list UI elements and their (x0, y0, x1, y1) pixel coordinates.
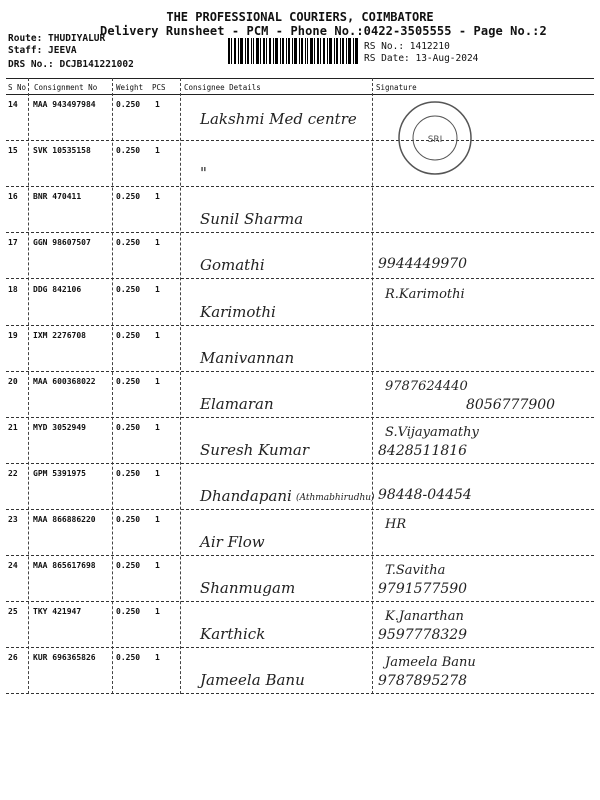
row-signature: K.Janarthan (385, 609, 464, 624)
row-consignment-no: SVK 10535158 (33, 146, 91, 155)
row-consignment-no: MAA 865617698 (33, 561, 96, 570)
table-header-rule (6, 94, 594, 95)
col-header-sno: S No (8, 83, 27, 92)
row-weight: 0.250 (116, 423, 141, 432)
table-top-rule (6, 78, 594, 79)
row-weight: 0.250 (116, 377, 141, 386)
row-pcs: 1 (155, 192, 160, 201)
row-sno: 17 (8, 238, 18, 247)
row-divider (6, 693, 594, 694)
row-weight: 0.250 (116, 515, 141, 524)
row-weight: 0.250 (116, 331, 141, 340)
row-sno: 16 (8, 192, 18, 201)
row-consignee-note: (Athmabhirudhu) (296, 493, 375, 503)
row-consignee: Karthick (200, 625, 266, 643)
row-consignment-no: GPM 5391975 (33, 469, 86, 478)
row-consignee: Shanmugam (200, 579, 296, 597)
row-divider (6, 325, 594, 326)
row-divider (6, 417, 594, 418)
row-weight: 0.250 (116, 100, 141, 109)
row-sno: 18 (8, 285, 18, 294)
row-sno: 25 (8, 607, 18, 616)
row-divider (6, 232, 594, 233)
row-pcs: 1 (155, 285, 160, 294)
row-consignee: Karimothi (200, 303, 276, 321)
row-phone: 8428511816 (378, 443, 468, 459)
row-pcs: 1 (155, 377, 160, 386)
row-consignment-no: MAA 600368022 (33, 377, 96, 386)
row-divider (6, 463, 594, 464)
row-divider (6, 186, 594, 187)
row-signature: 9787624440 (385, 379, 468, 394)
row-pcs: 1 (155, 653, 160, 662)
row-sno: 21 (8, 423, 18, 432)
drs-number: DRS No.: DCJB141221002 (8, 59, 134, 70)
row-divider (6, 647, 594, 648)
row-consignment-no: KUR 696365826 (33, 653, 96, 662)
svg-text:SRI: SRI (427, 135, 443, 145)
rs-number: RS No.: 1412210 (364, 41, 450, 52)
row-divider (6, 601, 594, 602)
row-phone: 9787895278 (378, 673, 468, 689)
row-sno: 15 (8, 146, 18, 155)
row-sno: 14 (8, 100, 18, 109)
row-phone: 9791577590 (378, 581, 468, 597)
row-consignment-no: MAA 943497984 (33, 100, 96, 109)
row-consignment-no: IXM 2276708 (33, 331, 86, 340)
row-divider (6, 278, 594, 279)
row-weight: 0.250 (116, 653, 141, 662)
row-divider (6, 555, 594, 556)
row-divider (6, 140, 594, 141)
row-consignee: Jameela Banu (200, 671, 305, 689)
row-pcs: 1 (155, 515, 160, 524)
staff-label: Staff: JEEVA (8, 45, 77, 56)
row-weight: 0.250 (116, 285, 141, 294)
row-sno: 23 (8, 515, 18, 524)
row-sno: 22 (8, 469, 18, 478)
row-consignment-no: BNR 470411 (33, 192, 82, 201)
runsheet-subtitle: Delivery Runsheet - PCM - Phone No.:0422-3505555 - Page No.:2 (100, 24, 547, 38)
row-divider (6, 371, 594, 372)
row-phone: 9597778329 (378, 627, 468, 643)
row-sno: 20 (8, 377, 18, 386)
row-divider (6, 509, 594, 510)
row-pcs: 1 (155, 561, 160, 570)
row-consignment-no: DDG 842106 (33, 285, 82, 294)
row-consignee: Elamaran (200, 395, 274, 413)
row-consignee: Air Flow (200, 533, 265, 551)
row-pcs: 1 (155, 607, 160, 616)
col-header-pcs: PCS (152, 83, 166, 92)
row-weight: 0.250 (116, 469, 141, 478)
row-consignment-no: GGN 98607507 (33, 238, 91, 247)
col-header-weight: Weight (116, 83, 144, 92)
row-sno: 24 (8, 561, 18, 570)
row-phone: 98448-04454 (378, 487, 472, 503)
row-signature: R.Karimothi (385, 287, 465, 302)
row-pcs: 1 (155, 100, 160, 109)
row-weight: 0.250 (116, 146, 141, 155)
row-consignee: Dhandapani (200, 487, 292, 505)
row-consignee: Suresh Kumar (200, 441, 309, 459)
row-signature: S.Vijayamathy (385, 425, 479, 440)
row-pcs: 1 (155, 146, 160, 155)
col-header-consignment: Consignment No (34, 83, 98, 92)
col-header-signature: Signature (376, 83, 417, 92)
row-phone: 9944449970 (378, 256, 468, 272)
row-sno: 26 (8, 653, 18, 662)
col-header-consignee: Consignee Details (184, 83, 261, 92)
row-pcs: 1 (155, 469, 160, 478)
row-consignee: Gomathi (200, 256, 265, 274)
row-consignee: " (200, 164, 207, 182)
row-weight: 0.250 (116, 192, 141, 201)
clinic-stamp-seal (395, 98, 475, 178)
row-consignment-no: MAA 866886220 (33, 515, 96, 524)
row-weight: 0.250 (116, 607, 141, 616)
barcode-image (228, 38, 358, 64)
row-consignee: Sunil Sharma (200, 210, 304, 228)
row-pcs: 1 (155, 423, 160, 432)
company-title: THE PROFESSIONAL COURIERS, COIMBATORE (166, 10, 434, 24)
route-label: Route: THUDIYALUR (8, 33, 106, 44)
row-pcs: 1 (155, 331, 160, 340)
row-consignment-no: MYD 3052949 (33, 423, 86, 432)
row-signature: HR (385, 517, 407, 532)
row-signature: Jameela Banu (385, 655, 476, 670)
rs-date: RS Date: 13-Aug-2024 (364, 53, 479, 64)
row-consignee: Manivannan (200, 349, 295, 367)
row-consignment-no: TKY 421947 (33, 607, 82, 616)
row-pcs: 1 (155, 238, 160, 247)
row-phone: 8056777900 (466, 397, 556, 413)
row-sno: 19 (8, 331, 18, 340)
row-consignee: Lakshmi Med centre (200, 110, 357, 128)
row-weight: 0.250 (116, 561, 141, 570)
row-signature: T.Savitha (385, 563, 446, 578)
row-weight: 0.250 (116, 238, 141, 247)
